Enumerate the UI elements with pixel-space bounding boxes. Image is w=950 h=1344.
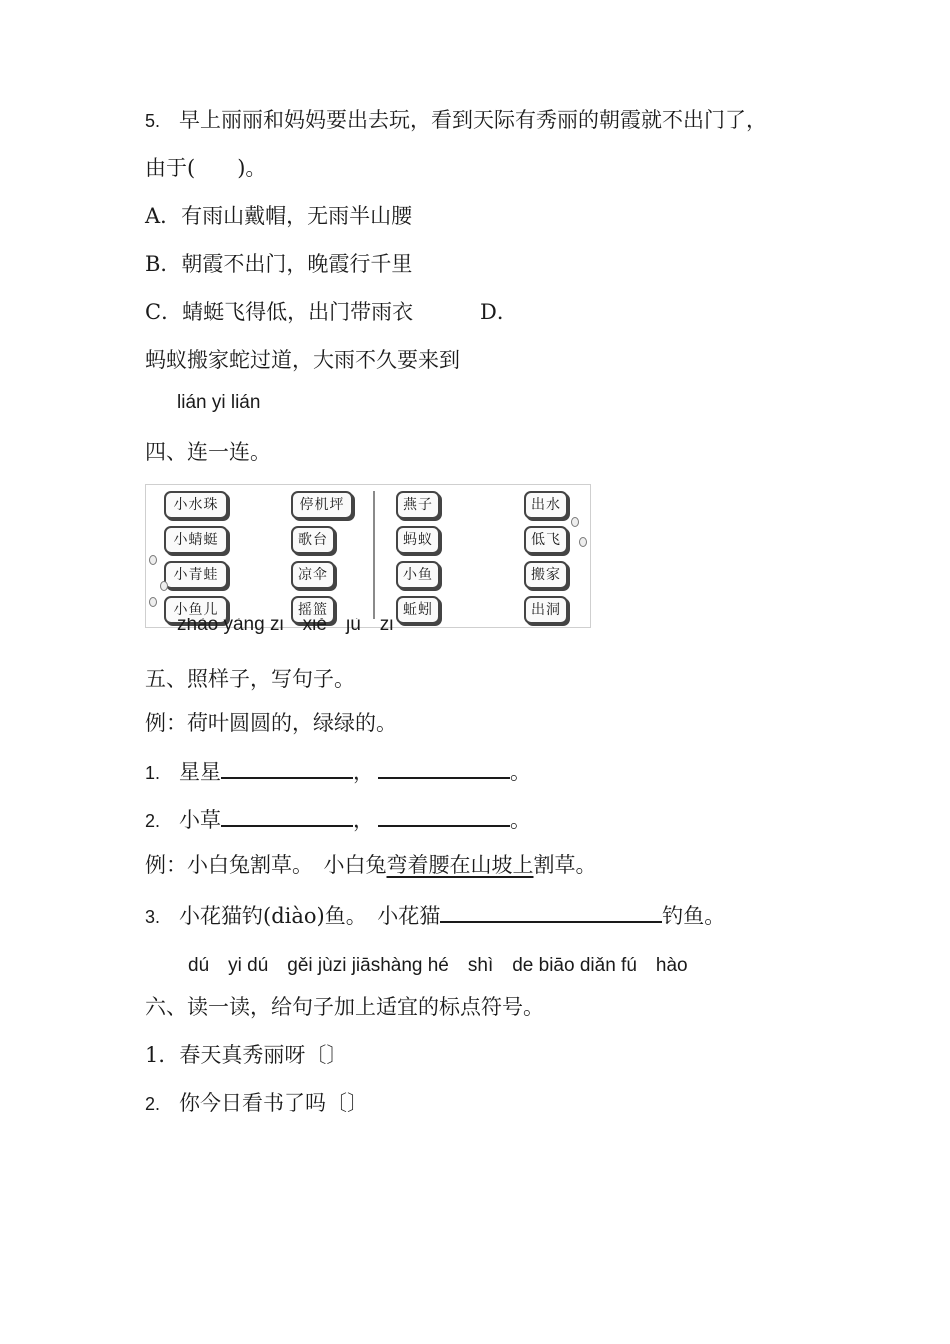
water-drop-icon [571, 517, 579, 527]
water-drop-icon [579, 537, 587, 547]
tile-right2-3: 出洞 [524, 596, 568, 624]
tile-right1-1: 蚂蚁 [396, 526, 440, 554]
sec6-pinyin: dú yi dú gěi jùzi jiāshàng hé shì de biāo diǎn fú hào [188, 955, 688, 976]
q5-number: 5. [145, 111, 161, 131]
sec4-pinyin: lián yi lián [177, 392, 261, 413]
water-drop-icon [149, 597, 157, 607]
sec5-example1: 例：荷叶圆圆的，绿绿的。 [145, 711, 397, 735]
answer-blank[interactable] [221, 755, 353, 779]
answer-blank[interactable] [378, 755, 510, 779]
tile-left2-2: 凉伞 [291, 561, 335, 589]
sec5-item2: 2. 小草 ， 。 [145, 803, 531, 835]
sec5-item3: 3. 小花猫钓(diào)鱼。 小花猫 钓鱼。 [145, 899, 725, 931]
tile-left1-2: 小青蛙 [164, 561, 228, 589]
tile-left1-1: 小蜻蜓 [164, 526, 228, 554]
tile-right2-0: 出水 [524, 491, 568, 519]
tile-left2-0: 停机坪 [291, 491, 353, 519]
sec5-pinyin: zhào yàng zi xiě jù zi [177, 618, 394, 635]
answer-blank[interactable] [378, 803, 510, 827]
tile-right2-2: 搬家 [524, 561, 568, 589]
q5-option-d-text: 蚂蚁搬家蛇过道，大雨不久要来到 [145, 348, 460, 372]
tile-left1-3: 小鱼儿 [164, 596, 228, 624]
q5-line1: 5. 早上丽丽和妈妈要出去玩，看到天际有秀丽的朝霞就不出门了， [145, 106, 767, 135]
water-drop-icon [160, 581, 168, 591]
tile-right2-1: 低飞 [524, 526, 568, 554]
sec5-title: 五、照样子，写句子。 [145, 667, 355, 691]
sec6-title: 六、读一读，给句子加上适宜的标点符号。 [145, 995, 544, 1019]
sec6-item2: 2. 你今日看书了吗〔〕 [145, 1091, 368, 1115]
tile-right1-3: 蚯蚓 [396, 596, 440, 624]
answer-blank[interactable] [440, 899, 662, 923]
sec5-example2: 例：小白兔割草。 小白兔弯着腰在山坡上割草。 [145, 853, 597, 877]
matching-exercise-image [145, 484, 591, 628]
sec4-title: 四、连一连。 [145, 440, 271, 464]
q5-option-b: B．朝霞不出门，晚霞行千里 [145, 252, 413, 276]
q5-option-d-label: D． [480, 300, 518, 324]
tile-left2-1: 歌台 [291, 526, 335, 554]
q5-option-a: A．有雨山戴帽，无雨半山腰 [145, 204, 413, 228]
answer-blank[interactable] [221, 803, 353, 827]
tile-left1-0: 小水珠 [164, 491, 228, 519]
sec5-item1: 1. 星星 ， 。 [145, 755, 531, 787]
sec6-item1: 1．春天真秀丽呀〔〕 [145, 1043, 348, 1067]
water-drop-icon [149, 555, 157, 565]
q5-line2: 由于( )。 [145, 156, 267, 180]
divider-line [373, 491, 375, 619]
tile-right1-0: 燕子 [396, 491, 440, 519]
underlined-phrase: 弯着腰在山坡上 [386, 853, 534, 877]
q5-option-c: C．蜻蜓飞得低，出门带雨衣 [145, 300, 414, 324]
tile-right1-2: 小鱼 [396, 561, 440, 589]
tile-left2-3: 摇篮 [291, 596, 335, 624]
